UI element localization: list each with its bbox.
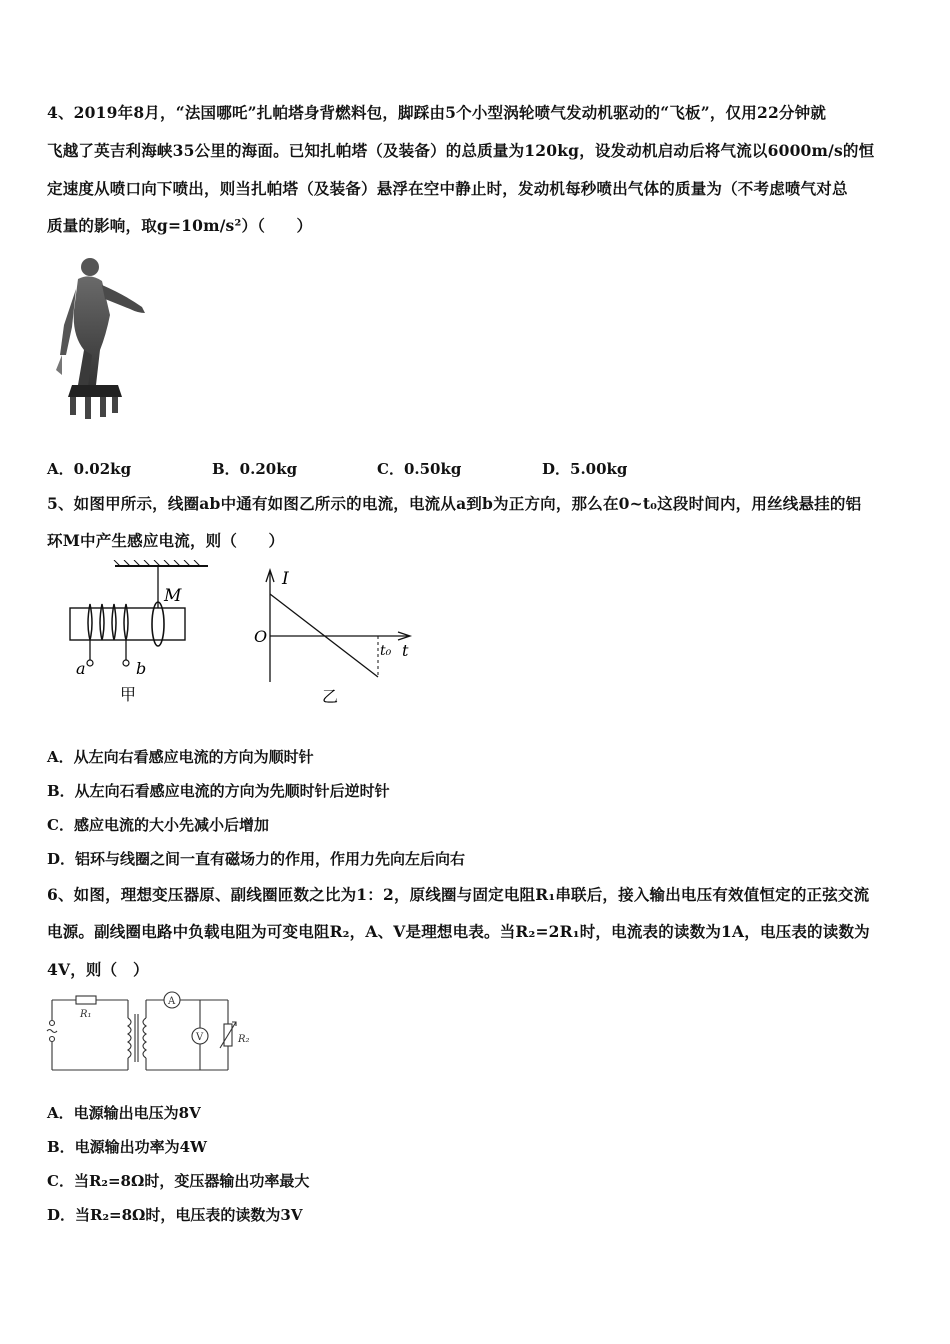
coil-diagram	[60, 560, 220, 710]
q6-option-a: A．电源输出电压为8V	[47, 1104, 201, 1122]
q6-line-2: 电源。副线圈电路中负载电阻为可变电阻R₂，A、V是理想电表。当R₂=2R₁时，电流表的读数为1A，电压表的读数为	[47, 922, 870, 941]
q5-option-d: D．铝环与线圈之间一直有磁场力的作用，作用力先向左后向右	[47, 850, 466, 868]
q6-line-3: 4V，则（ ）	[47, 960, 149, 979]
origin-o: O	[254, 627, 268, 646]
label-m: M	[164, 586, 182, 606]
q4-line-4: 质量的影响，取g=10m/s²）（ ）	[47, 216, 313, 235]
q5-option-b: B．从左向石看感应电流的方向为先顺时针后逆时针	[47, 782, 390, 800]
label-r1: R₁	[80, 1009, 92, 1020]
axis-i: I	[282, 569, 289, 589]
q5-line-2: 环M中产生感应电流，则（ ）	[47, 531, 285, 550]
q6-option-d: D．当R₂=8Ω时，电压表的读数为3V	[47, 1206, 303, 1224]
q4-line-2: 飞越了英吉利海峡35公里的海面。已知扎帕塔（及装备）的总质量为120kg，设发动机启动后将气流以6000m/s的恒	[47, 141, 875, 160]
label-t0: t₀	[380, 643, 392, 659]
label-a: a	[76, 659, 86, 678]
q6-option-b: B．电源输出功率为4W	[47, 1138, 207, 1156]
transformer-circuit	[40, 990, 270, 1080]
q6-line-1: 6、如图，理想变压器原、副线圈匝数之比为1：2，原线圈与固定电阻R₁串联后，接入输出电压有效值恒定的正弦交流	[47, 885, 870, 904]
label-r2: R₂	[238, 1034, 250, 1045]
q4-option-b: B．0.20kg	[212, 460, 298, 478]
q5-line-1: 5、如图甲所示，线圈ab中通有如图乙所示的电流，电流从a到b为正方向，那么在0~t₀这段时间内，用丝线悬挂的铝	[47, 494, 862, 513]
ammeter-label: A	[168, 996, 176, 1007]
q4-option-a: A．0.02kg	[47, 460, 132, 478]
q4-line-1: 4、2019年8月，“法国哪吒”扎帕塔身背燃料包，脚踩由5个小型涡轮喷气发动机驱动的“飞板”，仅用22分钟就	[47, 103, 827, 122]
current-graph	[250, 560, 420, 710]
label-b: b	[136, 659, 147, 678]
voltmeter-label: V	[196, 1032, 204, 1043]
axis-t: t	[402, 641, 409, 660]
q6-option-c: C．当R₂=8Ω时，变压器输出功率最大	[47, 1172, 310, 1190]
jetpack-photo	[50, 255, 160, 425]
q4-option-c: C．0.50kg	[377, 460, 462, 478]
q5-option-c: C．感应电流的大小先减小后增加	[47, 816, 269, 834]
q4-line-3: 定速度从喷口向下喷出，则当扎帕塔（及装备）悬浮在空中静止时，发动机每秒喷出气体的质量为（不考虑喷气对总	[47, 179, 848, 198]
q4-option-d: D．5.00kg	[542, 460, 628, 478]
q5-option-a: A．从左向右看感应电流的方向为顺时针	[47, 748, 314, 766]
caption-jia: 甲	[120, 685, 137, 704]
caption-yi: 乙	[322, 687, 339, 706]
